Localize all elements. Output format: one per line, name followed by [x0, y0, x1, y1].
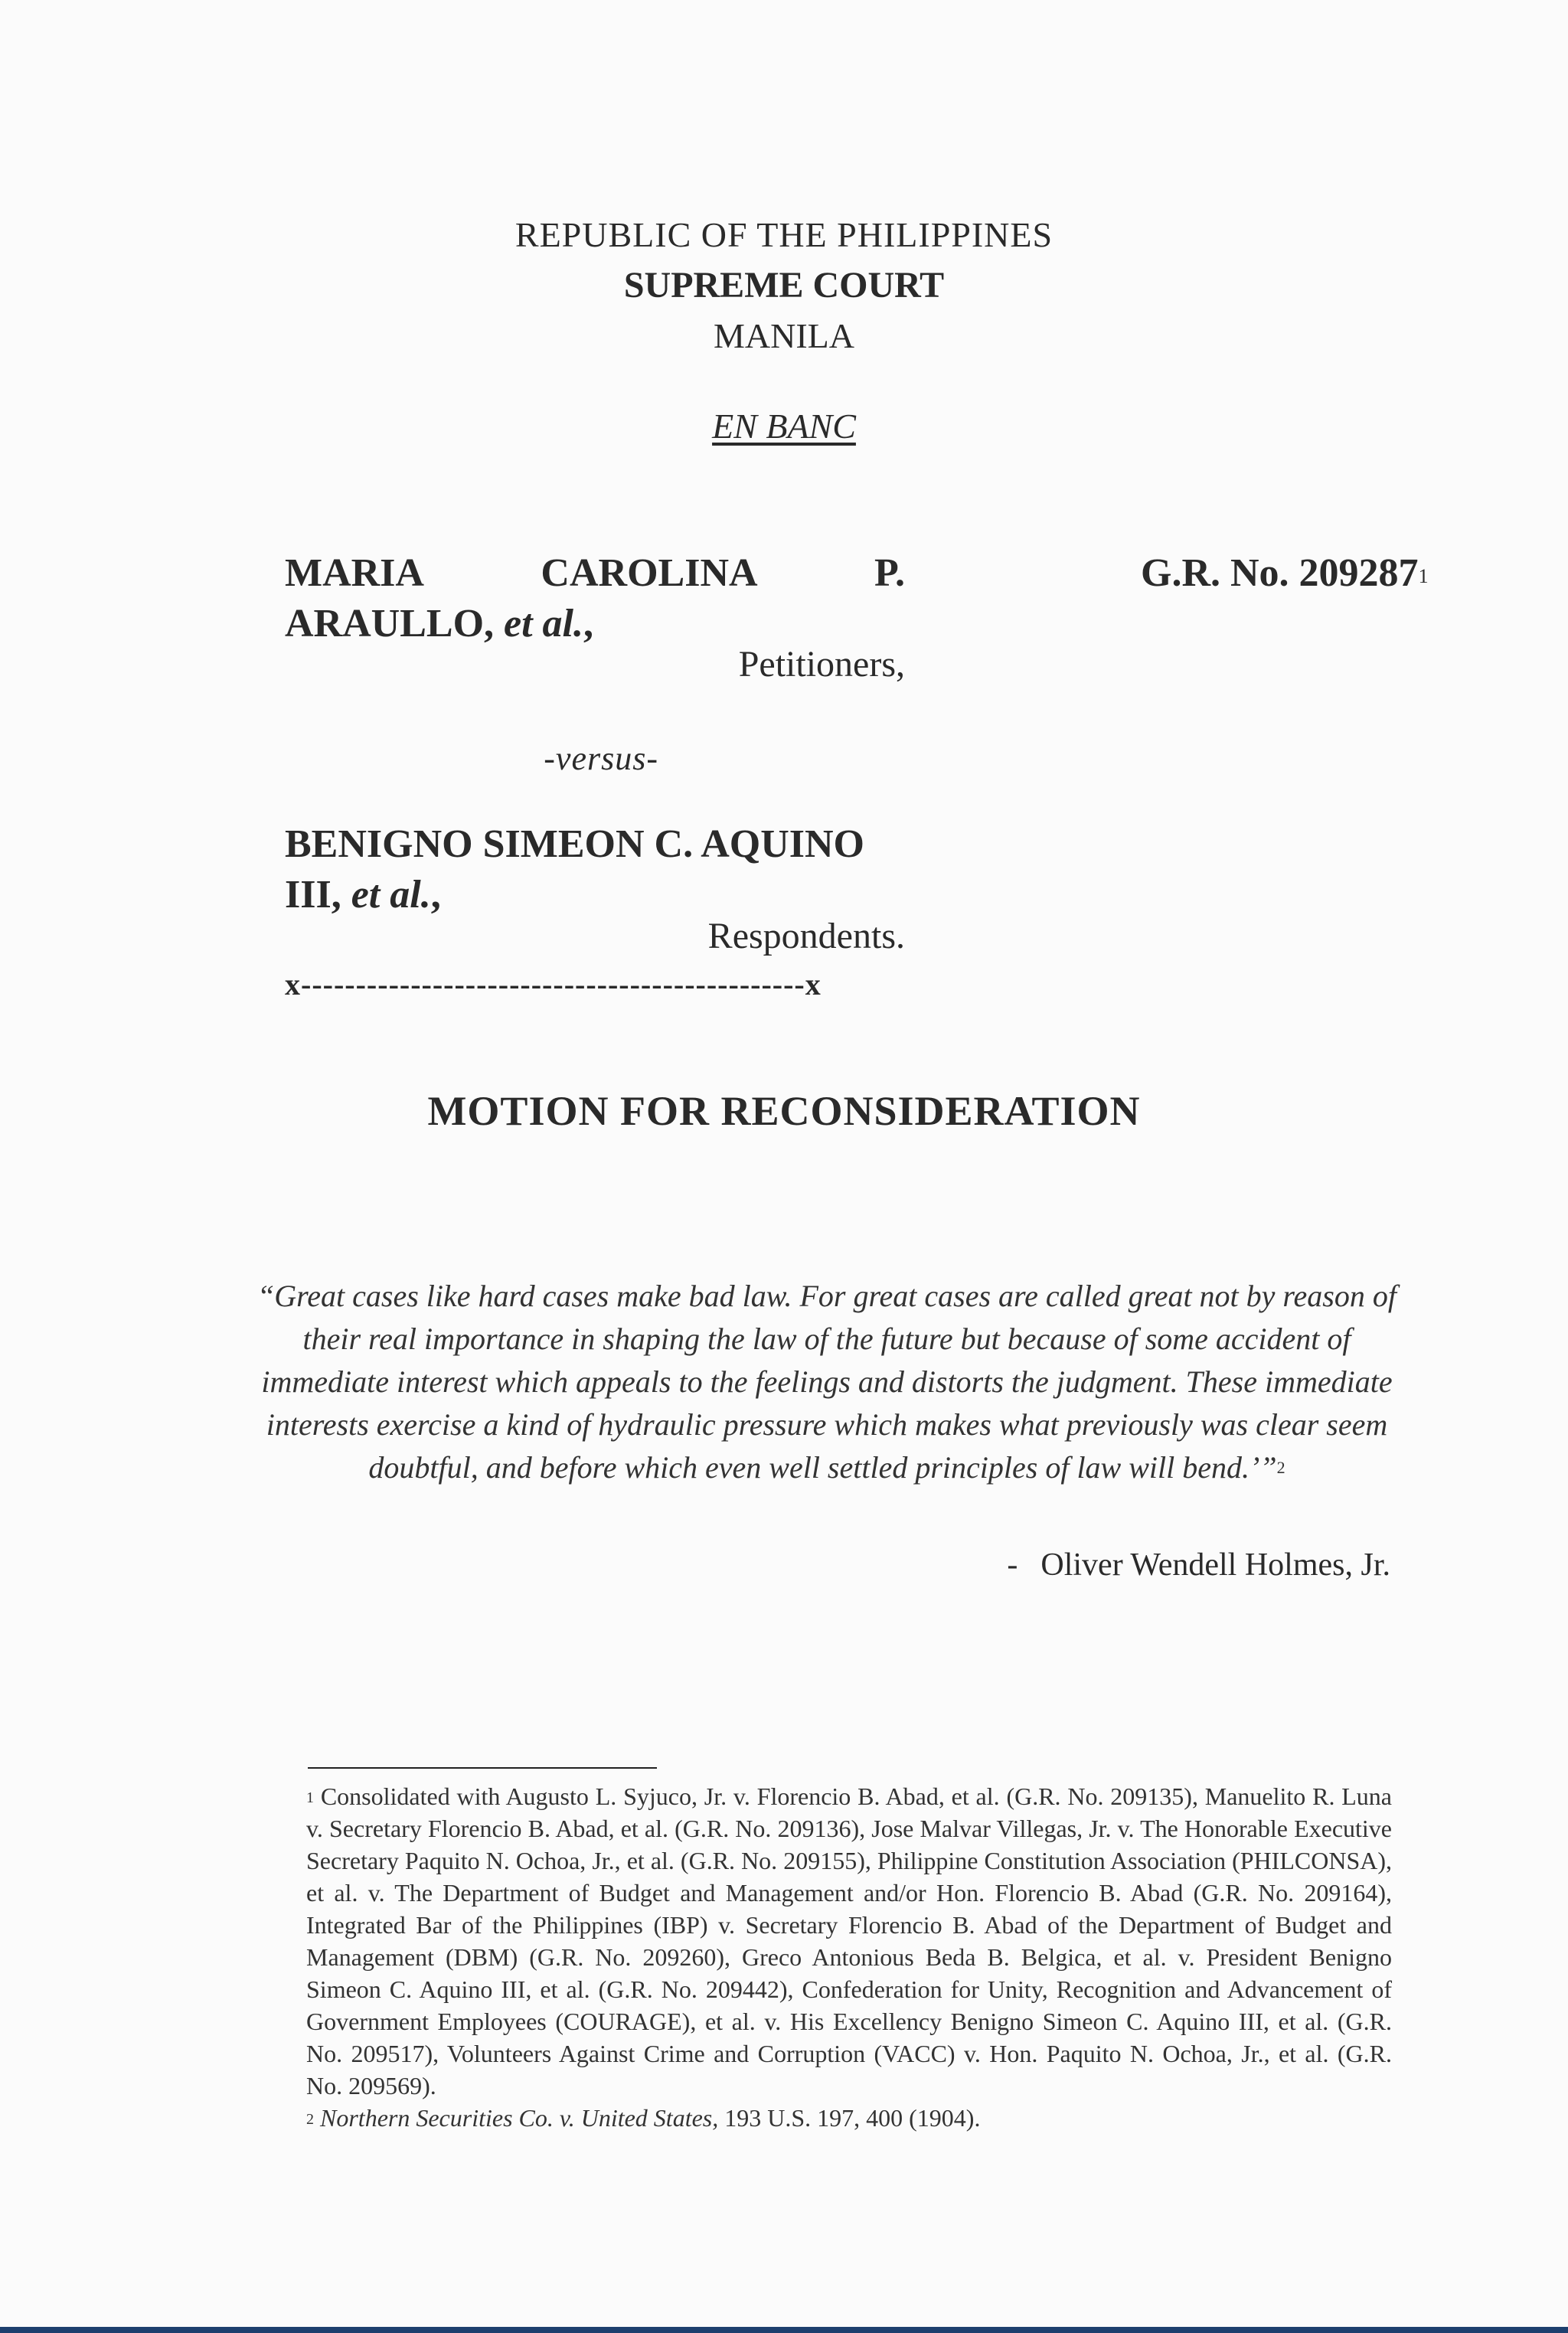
attribution-dash: - — [1007, 1547, 1018, 1583]
document-title: MOTION FOR RECONSIDERATION — [427, 1088, 1141, 1134]
footnote-2-number: 2 — [306, 2111, 314, 2128]
epigraph-footnote-ref: 2 — [1276, 1458, 1285, 1477]
versus-label: -versus- — [544, 740, 658, 777]
respondent-name-line: BENIGNO SIMEON C. AQUINO — [285, 822, 864, 866]
footnote-2-citation: 193 U.S. 197, 400 (1904). — [718, 2104, 981, 2132]
epigraph-text: “Great cases like hard cases make bad law. For great cases are called great not by reason of their real importance in shaping the law of the future but because of some accident of immediate interest which appeals to the feelings and distorts the judgment. These immediate interests exercise a kind of hydraulic pressure which makes what previously was clear seem doubtful, and before which even well settled principles of law will bend.’” — [257, 1279, 1396, 1485]
footnote-2-case: Northern Securities Co. v. United States, — [320, 2104, 719, 2132]
gr-number-text: G.R. No. 209287 — [1141, 551, 1419, 595]
scan-edge — [0, 2327, 1568, 2333]
petitioner-initial: P. — [874, 551, 905, 595]
caption-separator: x----------------------------------------------x — [285, 967, 822, 1001]
epigraph-attribution — [1007, 1547, 1390, 1583]
epigraph-quote — [253, 1275, 1401, 1489]
footnotes — [306, 1780, 1392, 2134]
footnote-1-text: Consolidated with Augusto L. Syjuco, Jr. v. Florencio B. Abad, et al. (G.R. No. 209135), Manuelito R. Luna v. Secretary Florencio B. Abad, et al. (G.R. No. 209136), Jose Malvar Villegas, Jr. v. The Honorable Executive Secretary Paquito N. Ochoa, Jr., et al. (G.R. No. 209155), Philippine Constitution Association (PHILCONSA), et al. v. The Department of Budget and Management and/or Hon. Florencio B. Abad (G.R. No. 209164), Integrated Bar of the Philippines (IBP) v. Secretary Florencio B. Abad of the Department of Budget and Management (DBM) (G.R. No. 209260), Greco Antonious Beda B. Belgica, et al. v. President Benigno Simeon C. Aquino III, et al. (G.R. No. 209442), Confederation for Unity, Recognition and Advancement of Government Employees (COURAGE), et al. v. His Excellency Benigno Simeon C. Aquino III, et al. (G.R. No. 209517), Volunteers Against Crime and Corruption (VACC) v. Hon. Paquito N. Ochoa, Jr., et al. (G.R. No. 209569). — [306, 1782, 1392, 2099]
court-heading: SUPREME COURT — [623, 265, 945, 306]
city-heading: MANILA — [714, 316, 854, 355]
petitioner-et-al: et al. — [504, 602, 584, 645]
petitioners-label: Petitioners, — [738, 644, 905, 685]
petitioner-first-name: MARIA — [285, 551, 424, 595]
respondents-label: Respondents. — [707, 916, 905, 956]
gr-number — [1141, 548, 1429, 599]
footnote-1 — [306, 1780, 1392, 2102]
republic-heading: REPUBLIC OF THE PHILIPPINES — [514, 215, 1054, 254]
petitioner-middle-name: CAROLINA — [541, 551, 758, 595]
division-heading: EN BANC — [712, 407, 856, 446]
respondent-suffix: III, — [285, 873, 341, 917]
gr-footnote-ref: 1 — [1418, 565, 1429, 587]
respondent-name — [285, 819, 905, 920]
petitioner-surname: ARAULLO, — [285, 602, 495, 645]
attribution-author: Oliver Wendell Holmes, Jr. — [1040, 1547, 1390, 1583]
petitioner-comma: , — [583, 602, 594, 645]
footnote-divider — [308, 1767, 657, 1769]
respondent-et-al: et al. — [351, 873, 431, 917]
petitioner-name — [285, 548, 905, 649]
footnote-1-number: 1 — [306, 1789, 314, 1806]
respondent-comma: , — [430, 873, 441, 917]
footnote-2 — [306, 2102, 1392, 2134]
